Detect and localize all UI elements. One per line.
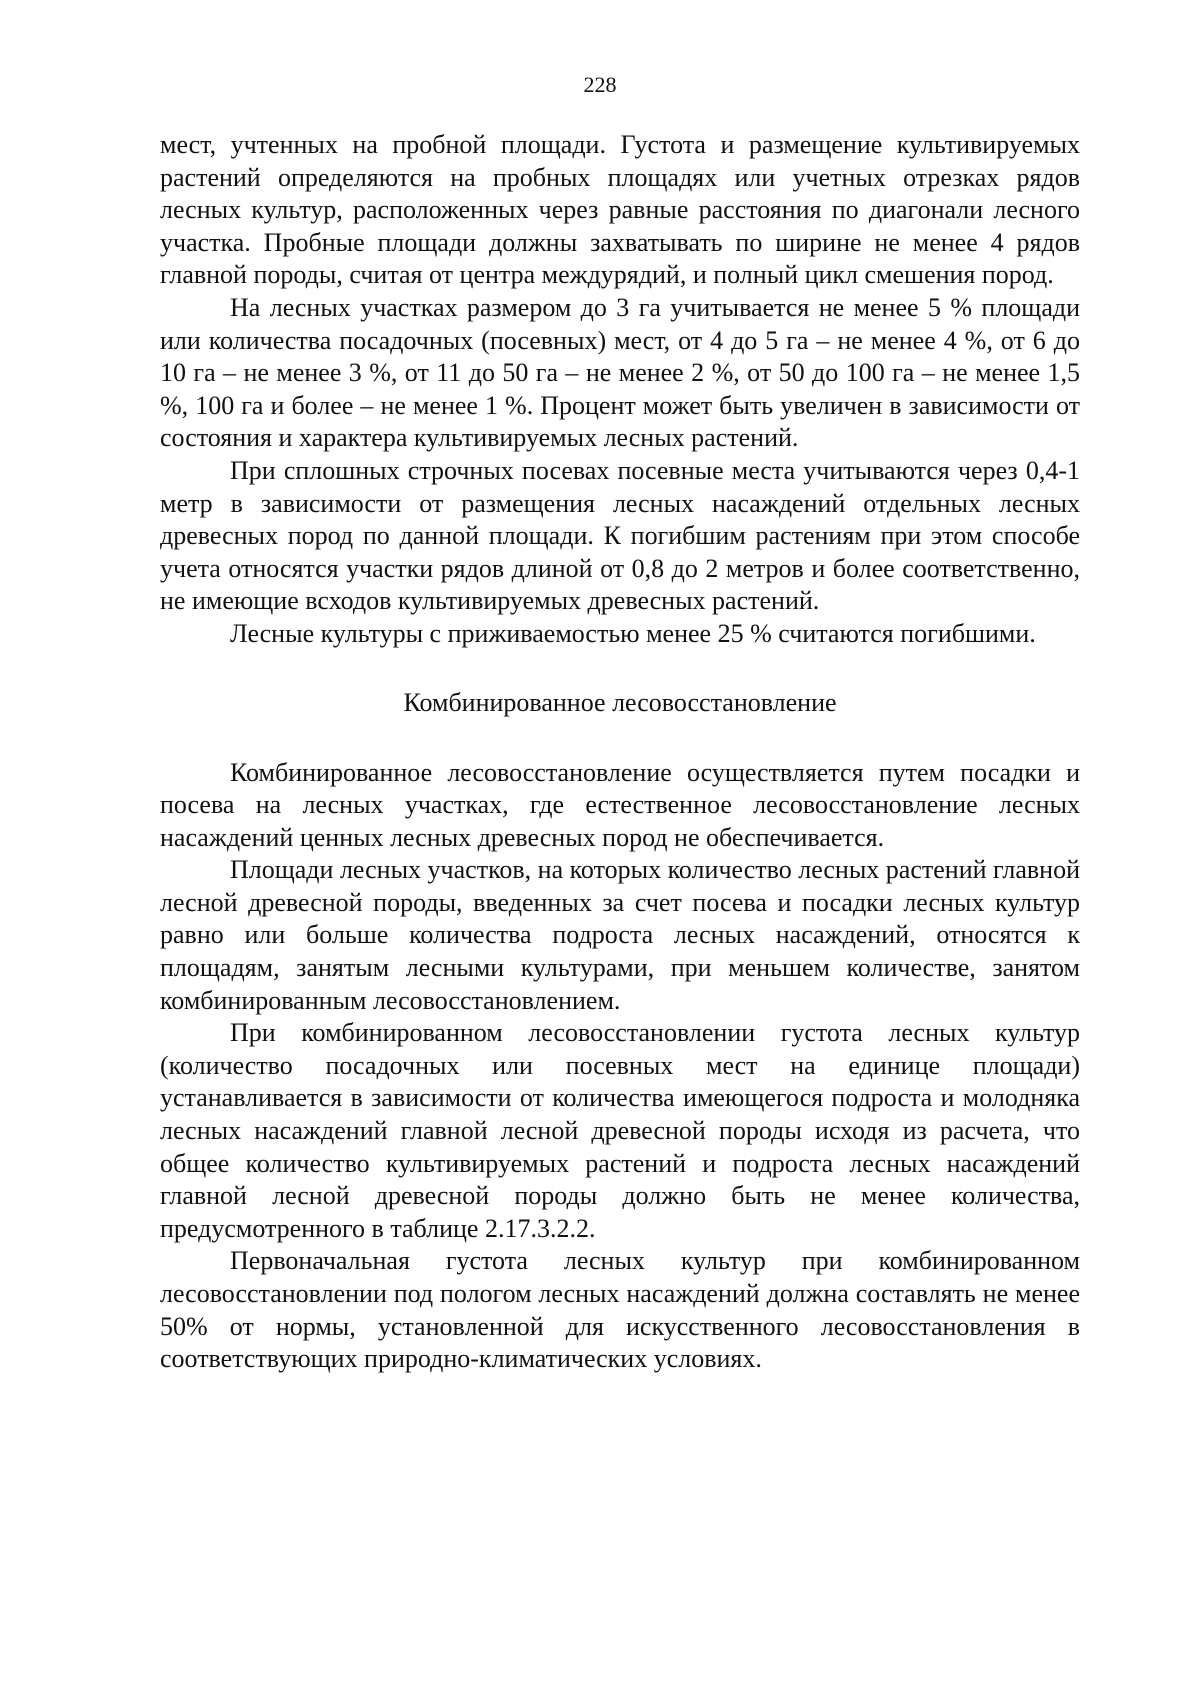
paragraph: Комбинированное лесовосстановление осуществляется путем посадки и посева на лесных участках, где естественное лесовосстановление лесных насаждений ценных лесных древесных пород не обеспечивается. [160, 757, 1080, 852]
page-number: 228 [583, 72, 617, 97]
paragraph: При сплошных строчных посевах посевные места учитываются через 0,4-1 метр в зависимости от размещения лесных насаждений отдельных лесных древесных пород по данной площади. К погибшим растениям при этом способе учета относятся участки рядов длиной от 0,8 до 2 метров и более соответственно, не имеющие всходов культивируемых древесных растений. [160, 455, 1080, 616]
paragraph: При комбинированном лесовосстановлении густота лесных культур (количество посадочных или посевных мест на единице площади) устанавливается в зависимости от количества имеющегося подроста и молодняка лесных насаждений главной лесной древесной породы исходя из расчета, что общее количество культивируемых растений и подроста лесных насаждений главной лесной древесной породы должно быть не менее количества, предусмотренного в таблице 2.17.3.2.2. [160, 1018, 1080, 1243]
paragraph: Лесные культуры с приживаемостью менее 25 % считаются погибшими. [230, 618, 1036, 648]
paragraph: Площади лесных участков, на которых количество лесных растений главной лесной древесной породы, введенных за счет посева и посадки лесных культур равно или больше количества подроста лесных насаждений, относятся к площадям, занятым лесными культурами, при меньшем количестве, занятом комбинированным лесовосстановлением. [160, 855, 1080, 1015]
paragraph: Первоначальная густота лесных культур при комбинированном лесовосстановлении под пологом лесных насаждений должна составлять не менее 50% от нормы, установленной для искусственного лесовосстановления в соответствующих природно-климатических условиях. [160, 1246, 1080, 1374]
section-heading: Комбинированное лесовосстановление [403, 687, 837, 717]
paragraph: мест, учтенных на пробной площади. Густота и размещение культивируемых растений определяются на пробных площадях или учетных отрезках рядов лесных культур, расположенных через равные расстояния по диагонали лесного участка. Пробные площади должны захватывать по ширине не менее 4 рядов главной породы, считая от центра междурядий, и полный цикл смешения пород. [160, 130, 1080, 290]
paragraph: На лесных участках размером до 3 га учитывается не менее 5 % площади или количества посадочных (посевных) мест, от 4 до 5 га – не менее 4 %, от 6 до 10 га – не менее 3 %, от 11 до 50 га – не менее 2 %, от 50 до 100 га – не менее 1,5 %, 100 га и более – не менее 1 %. Процент может быть увеличен в зависимости от состояния и характера культивируемых лесных растений. [160, 292, 1080, 453]
document-body [160, 129, 1080, 1376]
